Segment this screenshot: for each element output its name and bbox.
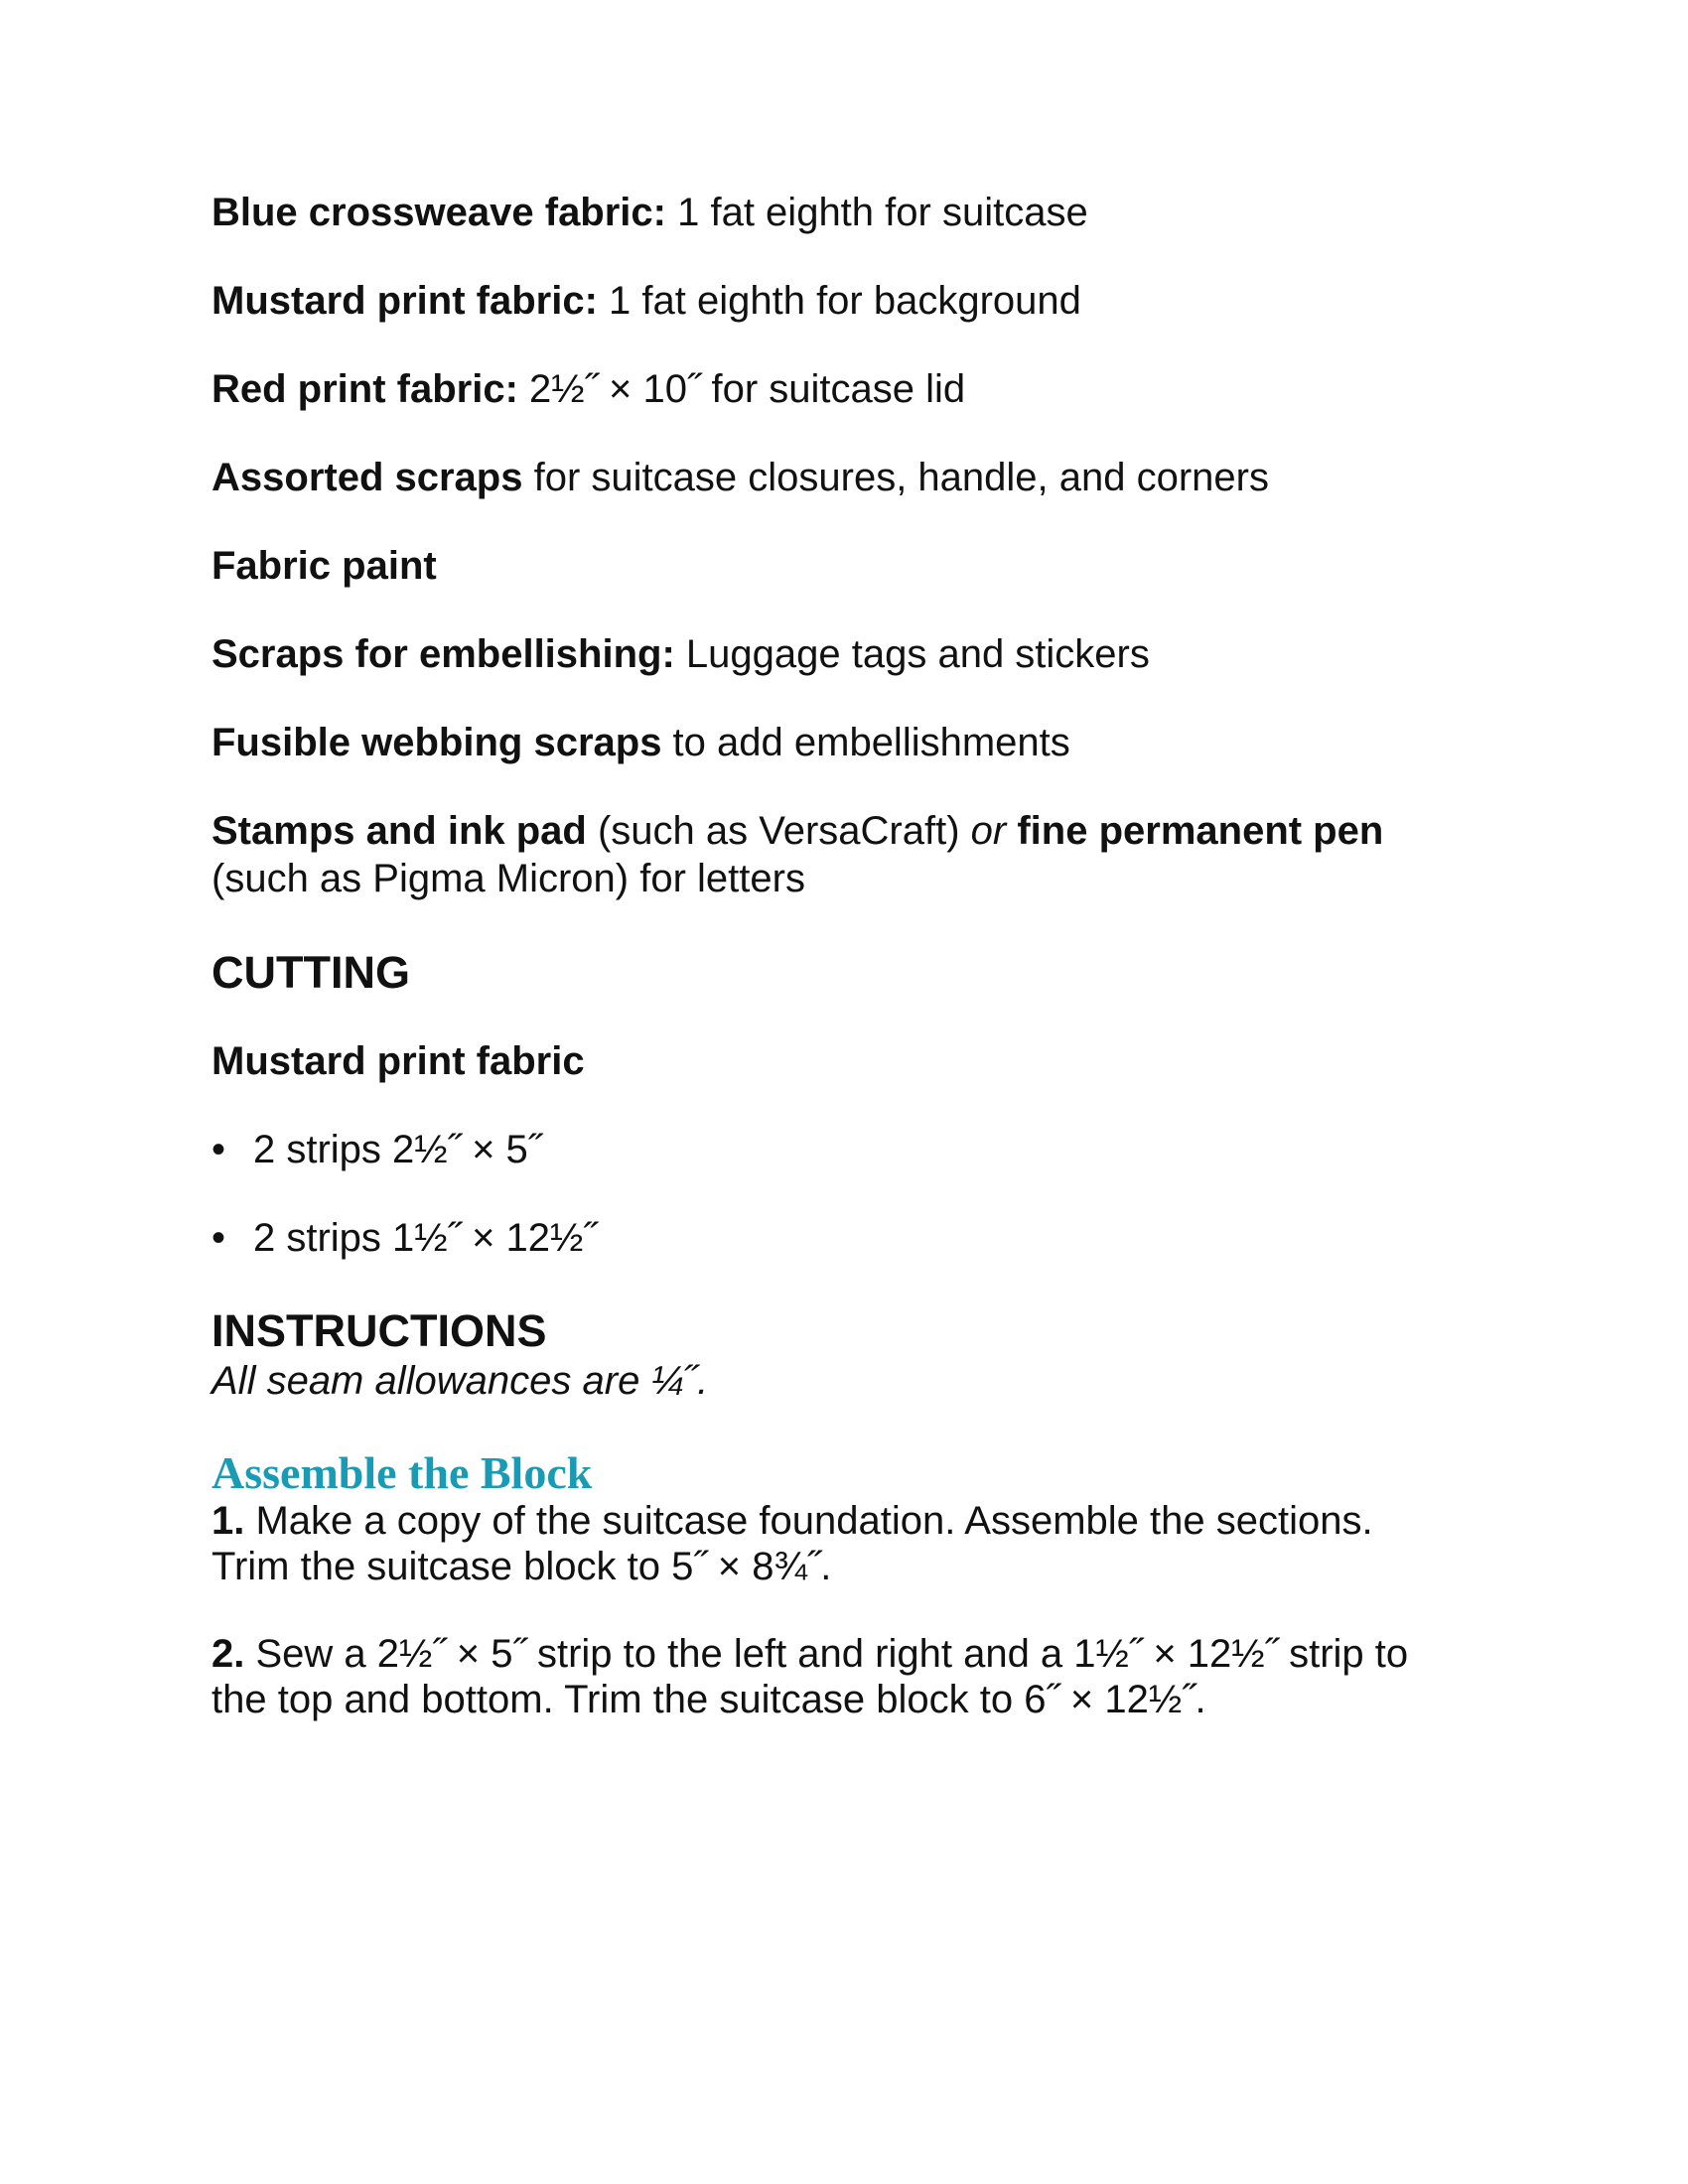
bullet-icon: • bbox=[211, 1128, 226, 1171]
cutting-subheading: Mustard print fabric bbox=[211, 1039, 585, 1083]
list-item: • 2 strips 2½˝ × 5˝ bbox=[211, 1128, 542, 1171]
material-item: Scraps for embellishing: Luggage tags and stickers bbox=[211, 632, 1150, 676]
material-item: Fabric paint bbox=[211, 544, 437, 588]
instruction-step: 1. Make a copy of the suitcase foundation. Assemble the sections. Trim the suitcase block to 5˝ × 8¾˝. bbox=[211, 1499, 1373, 1588]
cutting-list bbox=[211, 1126, 1502, 1262]
bullet-icon: • bbox=[211, 1216, 226, 1260]
instruction-step: 2. Sew a 2½˝ × 5˝ strip to the left and right and a 1½˝ × 12½˝ strip to the top and bottom. Trim the suitcase block to 6˝ × 12½˝. bbox=[211, 1632, 1409, 1721]
list-item: • 2 strips 1½˝ × 12½˝ bbox=[211, 1216, 597, 1260]
assemble-heading: Assemble the Block bbox=[211, 1447, 593, 1498]
instructions-heading: INSTRUCTIONS bbox=[211, 1305, 547, 1356]
material-item: Blue crossweave fabric: 1 fat eighth for suitcase bbox=[211, 191, 1088, 234]
cutting-heading: CUTTING bbox=[211, 947, 410, 998]
material-item: Mustard print fabric: 1 fat eighth for background bbox=[211, 279, 1081, 323]
seam-allowance-note: All seam allowances are ¼˝. bbox=[211, 1359, 709, 1403]
document-page bbox=[211, 189, 1502, 1764]
material-item: Fusible webbing scraps to add embellishments bbox=[211, 721, 1070, 764]
material-item: Red print fabric: 2½˝ × 10˝ for suitcase lid bbox=[211, 367, 966, 411]
material-item-stamps: Stamps and ink pad (such as VersaCraft) or fine permanent pen (such as Pigma Micron) for letters bbox=[211, 809, 1384, 900]
material-item: Assorted scraps for suitcase closures, handle, and corners bbox=[211, 456, 1269, 499]
